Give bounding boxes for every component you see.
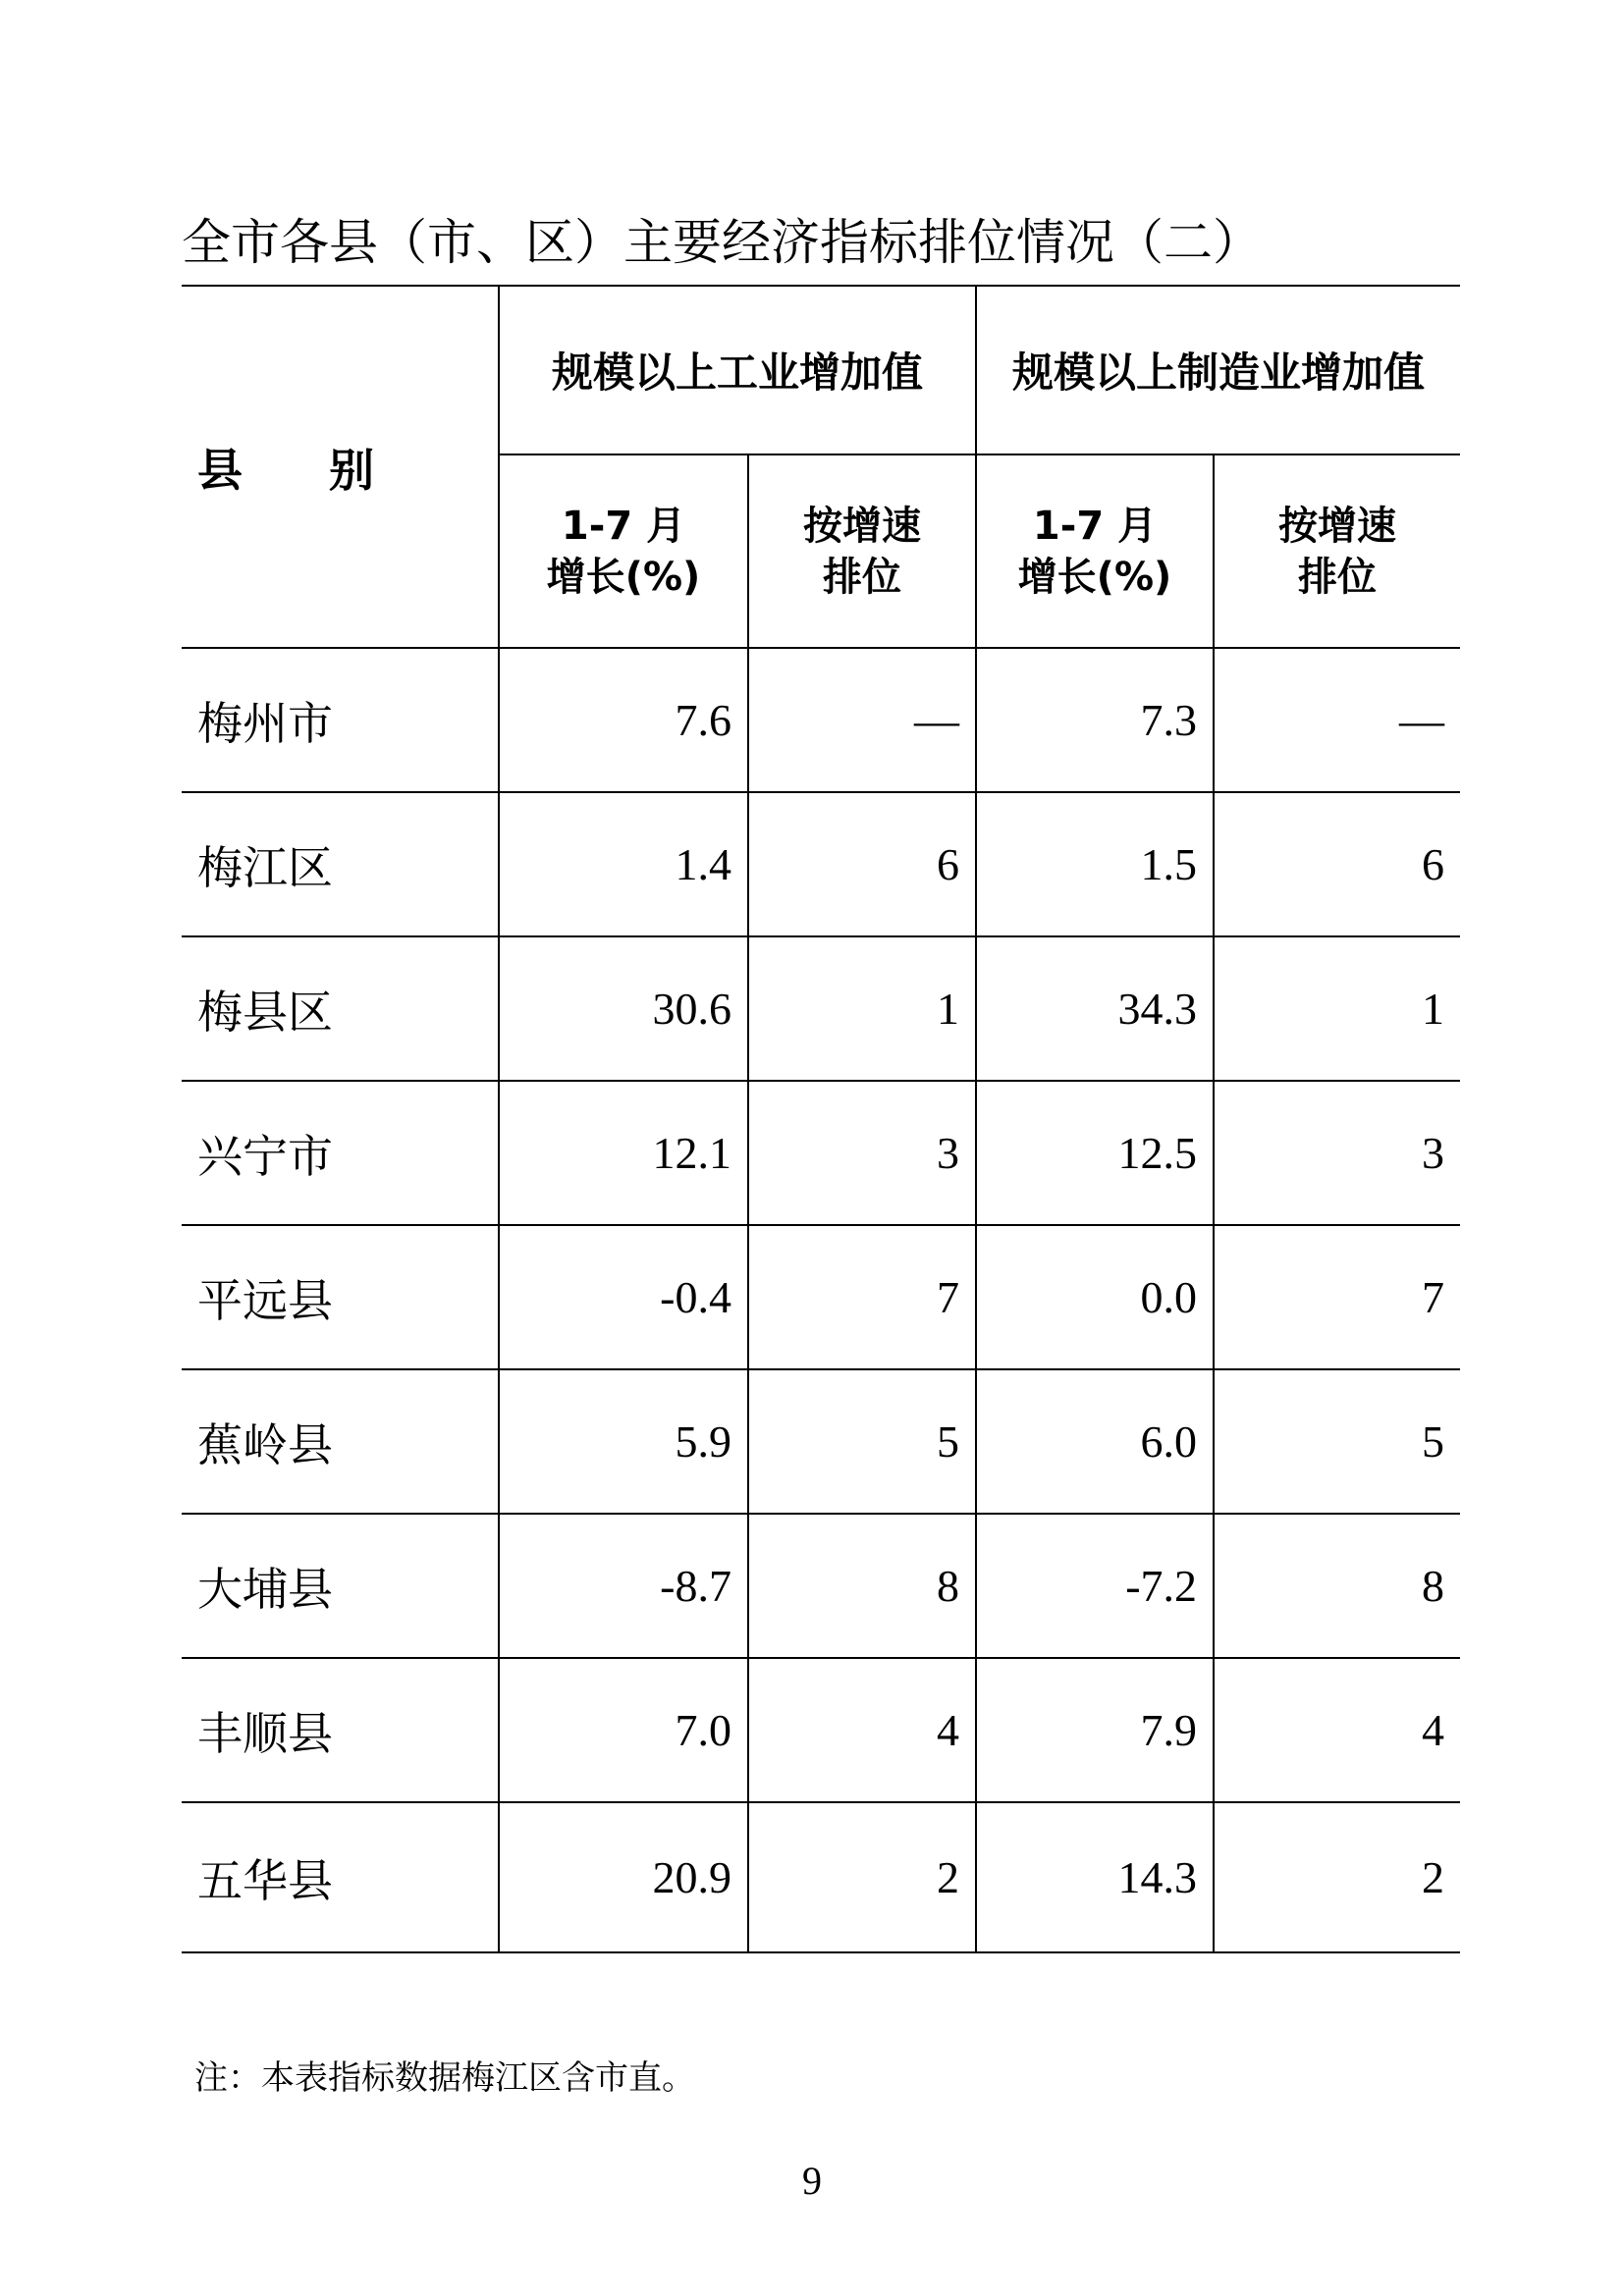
- table-row: [182, 1225, 1460, 1369]
- manufacturing-rank-value: 4: [1214, 1658, 1460, 1802]
- manufacturing-value-added-header: 规模以上制造业增加值: [976, 286, 1460, 454]
- manufacturing-growth-header: [976, 454, 1214, 648]
- industrial-value-added-header: 规模以上工业增加值: [499, 286, 976, 454]
- industrial-growth-value: 5.9: [499, 1369, 748, 1514]
- economic-indicator-table: [182, 285, 1460, 1953]
- manufacturing-growth-value: 7.9: [976, 1658, 1214, 1802]
- manufacturing-growth-value: 6.0: [976, 1369, 1214, 1514]
- industrial-rank-value: 3: [748, 1081, 976, 1225]
- industrial-rank-value: 5: [748, 1369, 976, 1514]
- manufacturing-growth-header-line2: 增长(%): [1017, 554, 1172, 600]
- manufacturing-growth-value: 34.3: [976, 936, 1214, 1081]
- table-row: [182, 936, 1460, 1081]
- industrial-growth-value: -8.7: [499, 1514, 748, 1658]
- manufacturing-rank-value: 5: [1214, 1369, 1460, 1514]
- county-column-header: 县 别: [182, 286, 499, 648]
- county-name: 蕉岭县: [182, 1369, 499, 1514]
- industrial-rank-value: —: [748, 648, 976, 792]
- industrial-growth-value: -0.4: [499, 1225, 748, 1369]
- manufacturing-rank-value: —: [1214, 648, 1460, 792]
- manufacturing-rank-header-line2: 排位: [1298, 554, 1378, 600]
- page-number: 9: [802, 2159, 822, 2203]
- manufacturing-rank-value: 7: [1214, 1225, 1460, 1369]
- manufacturing-growth-value: 0.0: [976, 1225, 1214, 1369]
- table-row: [182, 792, 1460, 936]
- manufacturing-growth-value: 7.3: [976, 648, 1214, 792]
- industrial-growth-header-line2: 增长(%): [546, 554, 701, 600]
- industrial-growth-value: 7.0: [499, 1658, 748, 1802]
- county-name: 梅州市: [182, 648, 499, 792]
- industrial-growth-header: [499, 454, 748, 648]
- table-row: [182, 1514, 1460, 1658]
- industrial-rank-value: 4: [748, 1658, 976, 1802]
- industrial-rank-value: 8: [748, 1514, 976, 1658]
- industrial-rank-value: 1: [748, 936, 976, 1081]
- county-name: 五华县: [182, 1802, 499, 1952]
- table-footnote: 注：本表指标数据梅江区含市直。: [194, 2058, 695, 2098]
- county-name: 兴宁市: [182, 1081, 499, 1225]
- industrial-growth-value: 7.6: [499, 648, 748, 792]
- industrial-growth-value: 30.6: [499, 936, 748, 1081]
- industrial-rank-header-line2: 排位: [823, 554, 901, 600]
- table-row: [182, 648, 1460, 792]
- county-name: 平远县: [182, 1225, 499, 1369]
- manufacturing-growth-value: 1.5: [976, 792, 1214, 936]
- manufacturing-growth-header-line1: 1-7 月: [1032, 503, 1158, 549]
- manufacturing-rank-value: 2: [1214, 1802, 1460, 1952]
- table-row: [182, 1081, 1460, 1225]
- county-name: 丰顺县: [182, 1658, 499, 1802]
- county-name: 梅县区: [182, 936, 499, 1081]
- table-header-row-groups: [182, 286, 1460, 454]
- manufacturing-growth-value: 14.3: [976, 1802, 1214, 1952]
- table-row: [182, 1369, 1460, 1514]
- manufacturing-rank-header-line1: 按增速: [1278, 503, 1397, 549]
- manufacturing-rank-value: 1: [1214, 936, 1460, 1081]
- manufacturing-rank-value: 8: [1214, 1514, 1460, 1658]
- industrial-growth-value: 1.4: [499, 792, 748, 936]
- manufacturing-rank-value: 6: [1214, 792, 1460, 936]
- industrial-rank-header: [748, 454, 976, 648]
- industrial-growth-value: 20.9: [499, 1802, 748, 1952]
- table-row: [182, 1802, 1460, 1952]
- industrial-rank-value: 2: [748, 1802, 976, 1952]
- industrial-rank-header-line1: 按增速: [803, 503, 921, 549]
- industrial-rank-value: 6: [748, 792, 976, 936]
- county-name: 梅江区: [182, 792, 499, 936]
- page-title: 全市各县（市、区）主要经济指标排位情况（二）: [182, 214, 1262, 271]
- industrial-growth-header-line1: 1-7 月: [561, 503, 686, 549]
- manufacturing-growth-value: 12.5: [976, 1081, 1214, 1225]
- table-row: [182, 1658, 1460, 1802]
- manufacturing-rank-value: 3: [1214, 1081, 1460, 1225]
- manufacturing-rank-header: [1214, 454, 1460, 648]
- industrial-growth-value: 12.1: [499, 1081, 748, 1225]
- manufacturing-growth-value: -7.2: [976, 1514, 1214, 1658]
- industrial-rank-value: 7: [748, 1225, 976, 1369]
- county-name: 大埔县: [182, 1514, 499, 1658]
